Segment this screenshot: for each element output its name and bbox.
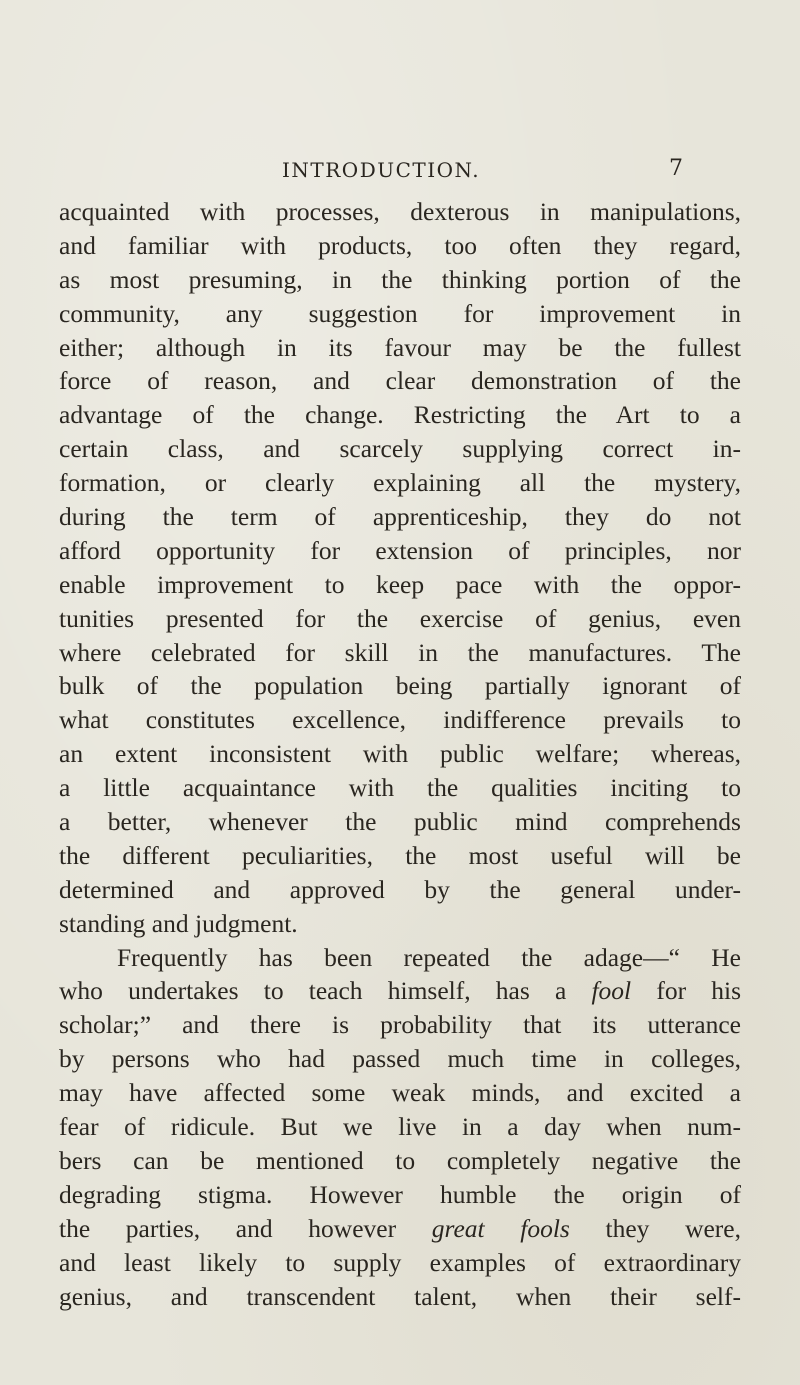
italic-words: great fools [431, 1213, 570, 1243]
text-line: acquainted with processes, dexterous in manipulations, [59, 197, 741, 226]
running-head-title: INTRODUCTION. [282, 158, 481, 182]
text-line: formation, or clearly explaining all the mystery, [59, 468, 741, 498]
running-head [0, 158, 800, 192]
text-line: may have affected some weak minds, and excited a [59, 1078, 741, 1108]
text-line: standing and judgment. [59, 908, 298, 938]
text-line: and least likely to supply examples of extraordinary [59, 1247, 741, 1277]
page-number: 7 [669, 156, 683, 181]
text-segment: for his [656, 976, 742, 1006]
text-segment: who undertakes to teach himself, has a [59, 976, 567, 1006]
text-line: what constitutes excellence, indifference prevails to [59, 705, 741, 735]
italic-word: fool [591, 976, 632, 1006]
text-line: fear of ridicule. But we live in a day when num- [59, 1112, 741, 1142]
text-line: and familiar with products, too often they regard, [59, 230, 741, 260]
text-line [59, 1212, 741, 1246]
text-line: Frequently has been repeated the adage—“ He [117, 942, 741, 972]
text-line [59, 974, 741, 1008]
text-line: bulk of the population being partially ignorant of [59, 671, 741, 701]
text-line: during the term of apprenticeship, they do not [59, 502, 741, 532]
text-line: a better, whenever the public mind comprehends [59, 807, 741, 837]
text-line: afford opportunity for extension of principles, nor [59, 535, 741, 565]
text-line: the different peculiarities, the most useful will be [59, 840, 741, 870]
text-line: as most presuming, in the thinking portion of the [59, 264, 741, 294]
text-segment: the parties, and however [59, 1213, 397, 1243]
text-line: bers can be mentioned to completely negative the [59, 1145, 741, 1175]
text-line: a little acquaintance with the qualities inciting to [59, 773, 741, 803]
text-line: an extent inconsistent with public welfare; whereas, [59, 739, 741, 769]
text-line: where celebrated for skill in the manufactures. The [59, 637, 741, 667]
text-line: tunities presented for the exercise of genius, even [59, 603, 741, 633]
text-line: genius, and transcendent talent, when their self- [59, 1281, 741, 1311]
text-line: certain class, and scarcely supplying correct in- [59, 434, 741, 464]
text-line: force of reason, and clear demonstration of the [59, 366, 741, 396]
text-line: advantage of the change. Restricting the Art to a [59, 400, 741, 430]
text-line: either; although in its favour may be the fullest [59, 332, 741, 362]
text-line: determined and approved by the general under- [59, 874, 741, 904]
text-segment: they were, [605, 1213, 741, 1243]
text-line: degrading stigma. However humble the origin of [59, 1179, 741, 1209]
text-line: scholar;” and there is probability that its utterance [59, 1010, 741, 1040]
body-text [59, 195, 741, 1313]
text-line: enable improvement to keep pace with the oppor- [59, 569, 741, 599]
text-line: by persons who had passed much time in colleges, [59, 1044, 741, 1074]
text-line: community, any suggestion for improvement in [59, 298, 741, 328]
